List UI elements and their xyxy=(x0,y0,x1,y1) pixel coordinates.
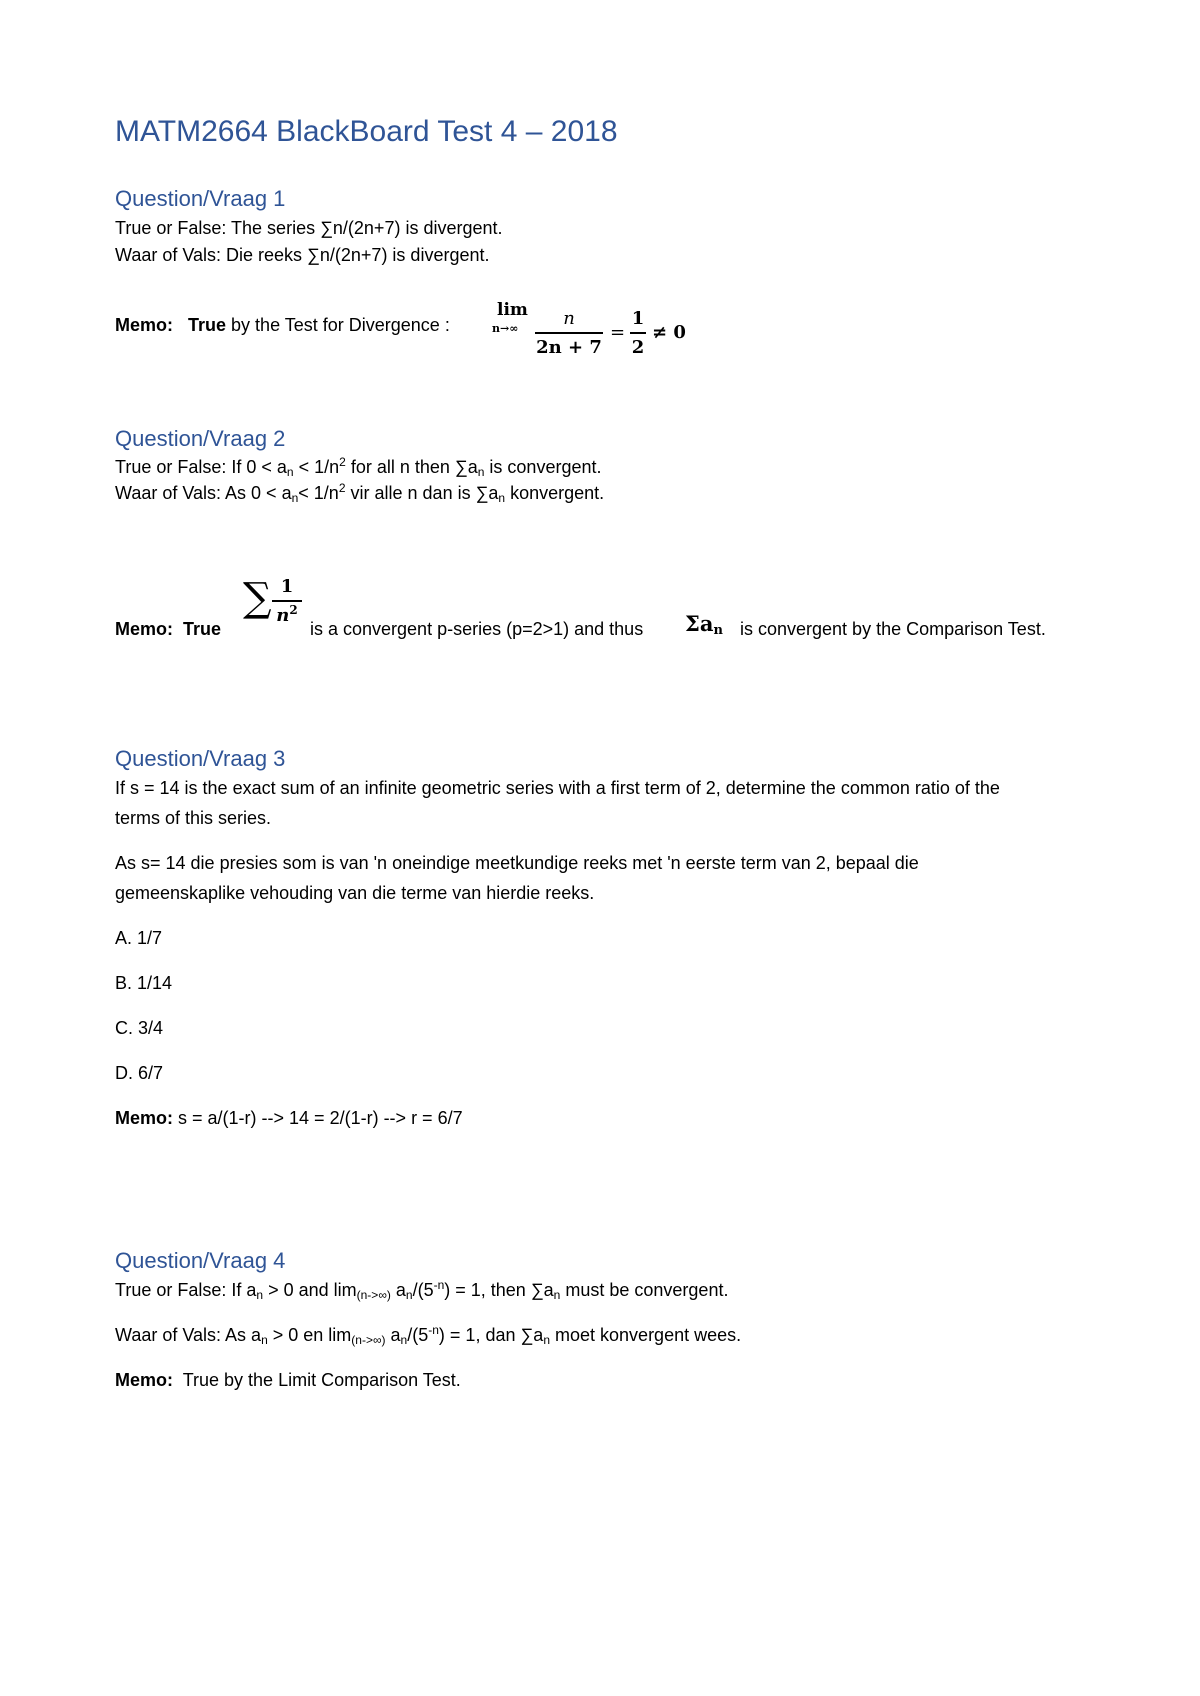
question-2-english: True or False: If $0 < a_n < 1/n^2$ for all n then $\sum a_n$ is convergent. xyxy=(115,455,602,479)
fraction-denominator: 2 xyxy=(630,332,646,358)
fraction-one-half xyxy=(630,308,646,358)
question-1-heading: Question/Vraag 1 xyxy=(115,186,286,211)
question-3-afrikaans-line-1: As s= 14 die presies som is van 'n oneindige meetkundige reeks met 'n eerste term van 2, bepaal die xyxy=(115,853,919,873)
question-2-memo-label xyxy=(115,620,221,638)
question-4-english: True or False: If $a_n > 0$ and $\lim_{(n->\infty)} a_n/(5^{-n}) = 1$, then $\sum a_n$ must be convergent. xyxy=(115,1278,729,1302)
not-equal-zero: ≠ 0 xyxy=(652,322,686,343)
memo-answer: True xyxy=(183,619,222,639)
option-a: A. 1/7 xyxy=(115,928,163,948)
option-b: B. 1/14 xyxy=(115,973,173,993)
question-2-memo-text-1: is a convergent p-series (p=2>1) and thus xyxy=(310,619,644,639)
sum-a-n-symbol: $\Sigma a_n$ xyxy=(685,611,723,638)
question-3-afrikaans-line-2: gemeenskaplike vehouding van die terme van hierdie reeks. xyxy=(115,883,595,903)
memo-text: by the Test for Divergence : xyxy=(231,315,450,335)
document-title: MATM2664 BlackBoard Test 4 – 2018 xyxy=(115,115,618,148)
memo-answer: True xyxy=(188,315,227,335)
question-1-english: True or False: The series ∑n/(2n+7) is divergent. xyxy=(115,218,503,238)
question-3-english-line-2: terms of this series. xyxy=(115,808,272,828)
question-2-heading: Question/Vraag 2 xyxy=(115,426,286,451)
question-4-heading: Question/Vraag 4 xyxy=(115,1248,286,1273)
question-2-memo-text-2: is convergent by the Comparison Test. xyxy=(740,619,1046,639)
limit-subscript: n→∞ xyxy=(492,322,519,335)
memo-label: Memo: xyxy=(115,1108,173,1128)
memo-label: Memo: xyxy=(115,315,173,335)
fraction-n-over-2n-plus-7 xyxy=(535,308,603,358)
memo-text: s = a/(1-r) --> 14 = 2/(1-r) --> r = 6/7 xyxy=(178,1108,463,1128)
question-3-heading: Question/Vraag 3 xyxy=(115,746,286,771)
memo-text: True by the Limit Comparison Test. xyxy=(182,1370,461,1390)
sigma-symbol: ∑ xyxy=(243,575,272,621)
option-c: C. 3/4 xyxy=(115,1018,164,1038)
fraction-numerator: 1 xyxy=(280,576,294,597)
fraction-numerator: n xyxy=(563,308,575,329)
question-2-afrikaans: Waar of Vals: As $0 < a_n< 1/n^2$ vir alle n dan is $\sum a_n$ konvergent. xyxy=(115,481,605,505)
fraction-denominator: 2n + 7 xyxy=(535,332,603,358)
fraction-one-over-n-squared xyxy=(272,576,302,626)
memo-label: Memo: xyxy=(115,1370,173,1390)
fraction-denominator: $n^2$ xyxy=(272,600,302,626)
question-3-memo xyxy=(115,1109,463,1127)
equals-sign: = xyxy=(610,322,626,343)
question-1-afrikaans: Waar of Vals: Die reeks ∑n/(2n+7) is divergent. xyxy=(115,245,490,265)
question-4-memo xyxy=(115,1371,461,1389)
memo-label: Memo: xyxy=(115,619,173,639)
question-4-afrikaans: Waar of Vals: As $a_n > 0$ en $\lim_{(n->\infty)} a_n/(5^{-n}) = 1$, dan $\sum a_n$ moet konvergent wees. xyxy=(115,1323,742,1347)
fraction-numerator: 1 xyxy=(631,308,645,329)
question-1-memo xyxy=(115,316,450,334)
question-3-english-line-1: If s = 14 is the exact sum of an infinite geometric series with a first term of 2, determine the common ratio of the xyxy=(115,778,1000,798)
limit-symbol: lim xyxy=(497,300,528,320)
option-d: D. 6/7 xyxy=(115,1063,164,1083)
